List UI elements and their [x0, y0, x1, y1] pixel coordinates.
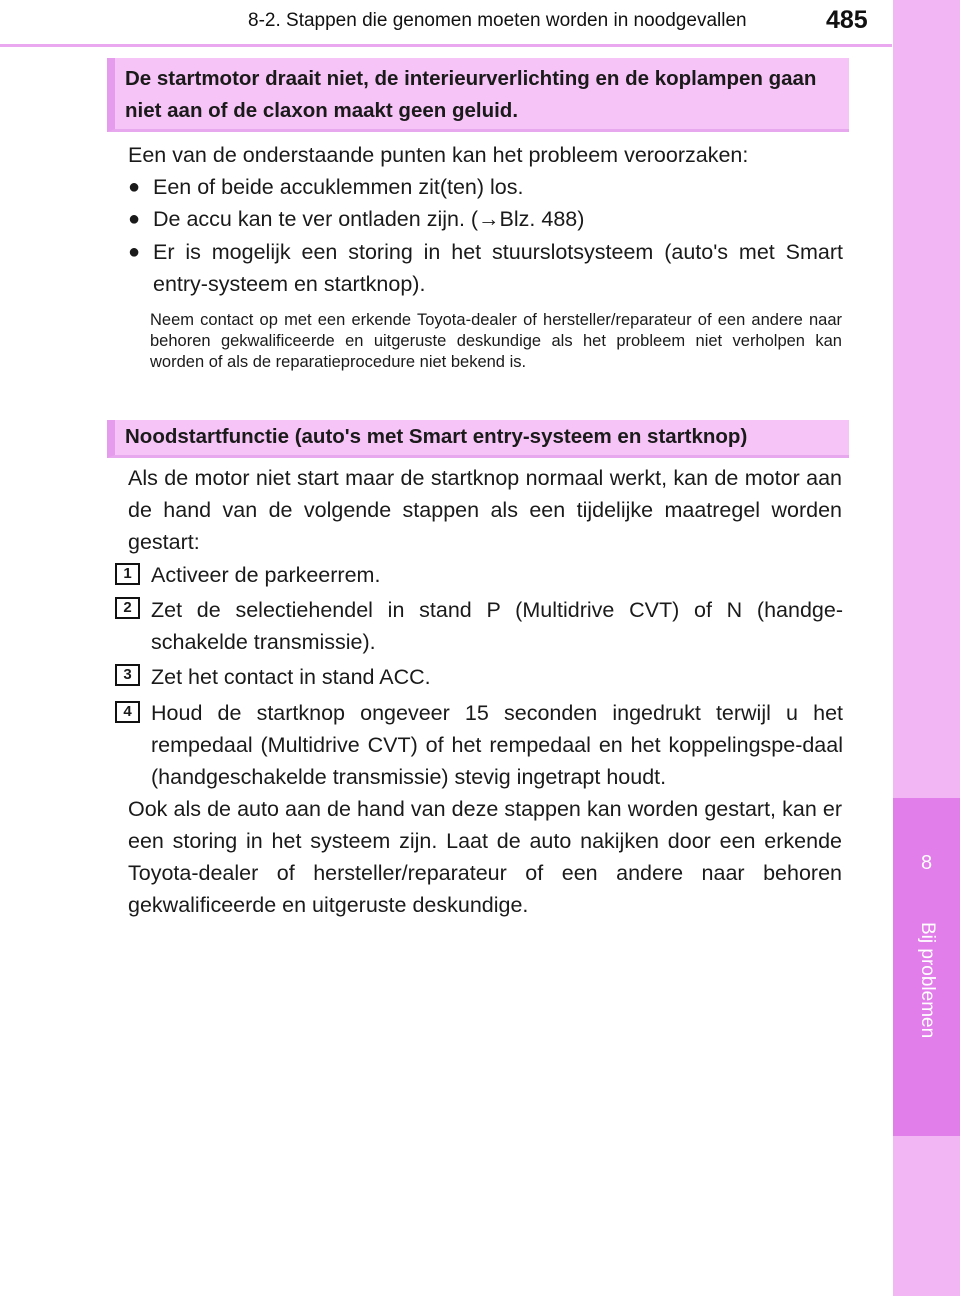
section2-intro: Als de motor niet start maar de startknop normaal werkt, kan de motor aan de hand van de volgende stappen als een tijdelijke maatregel worden gestart:: [128, 466, 842, 554]
chapter-label: Bij problemen: [917, 922, 938, 1039]
section2-closing: Ook als de auto aan de hand van deze stappen kan worden gestart, kan er een storing in het systeem zijn. Laat de auto nakijken door een erkende Toyota-dealer of hersteller/reparateur of een andere naar behoren gekwalificeerde en uitgeruste deskundige.: [128, 797, 842, 917]
step-number-badge: 4: [115, 701, 140, 723]
bullet-icon: ●: [128, 241, 141, 263]
step-text: Zet de selectiehendel in stand P (Multidrive CVT) of N (handge-schakelde transmissie).: [151, 598, 843, 654]
bullet-item: De accu kan te ver ontladen zijn. (→Blz. 488): [153, 207, 585, 231]
page-number: 485: [826, 6, 868, 34]
bullet-icon: ●: [128, 176, 141, 198]
section-heading-starter: De startmotor draait niet, de interieurverlichting en de koplampen gaan niet aan of de claxon maakt geen geluid.: [107, 58, 849, 132]
section-heading-emergency-start: Noodstartfunctie (auto's met Smart entry-systeem en startknop): [107, 420, 849, 458]
step-number-badge: 3: [115, 664, 140, 686]
section1-intro: Een van de onderstaande punten kan het probleem veroorzaken:: [128, 143, 749, 167]
step-text: Zet het contact in stand ACC.: [151, 665, 431, 689]
step-number-badge: 1: [115, 563, 140, 585]
chapter-number: 8: [920, 852, 933, 874]
step-text: Activeer de parkeerrem.: [151, 563, 381, 587]
bullet-item: Er is mogelijk een storing in het stuurslotsysteem (auto's met Smart entry-systeem en startknop).: [153, 240, 843, 296]
running-header: 8-2. Stappen die genomen moeten worden in noodgevallen: [248, 10, 747, 31]
step-text: Houd de startknop ongeveer 15 seconden ingedrukt terwijl u het rempedaal (Multidrive CVT) of het rempedaal en het koppelingspe-daal (handgeschakelde transmissie) stevig ingetrapt houdt.: [151, 701, 843, 789]
step-number-badge: 2: [115, 597, 140, 619]
bullet-item: Een of beide accuklemmen zit(ten) los.: [153, 175, 524, 199]
section1-note: Neem contact op met een erkende Toyota-dealer of hersteller/reparateur of een andere naar behoren gekwalificeerde en uitgeruste deskundige als het probleem niet verholpen kan worden of als de reparatieprocedure niet bekend is.: [150, 311, 842, 371]
bullet-icon: ●: [128, 208, 141, 230]
header-rule: [0, 44, 892, 47]
